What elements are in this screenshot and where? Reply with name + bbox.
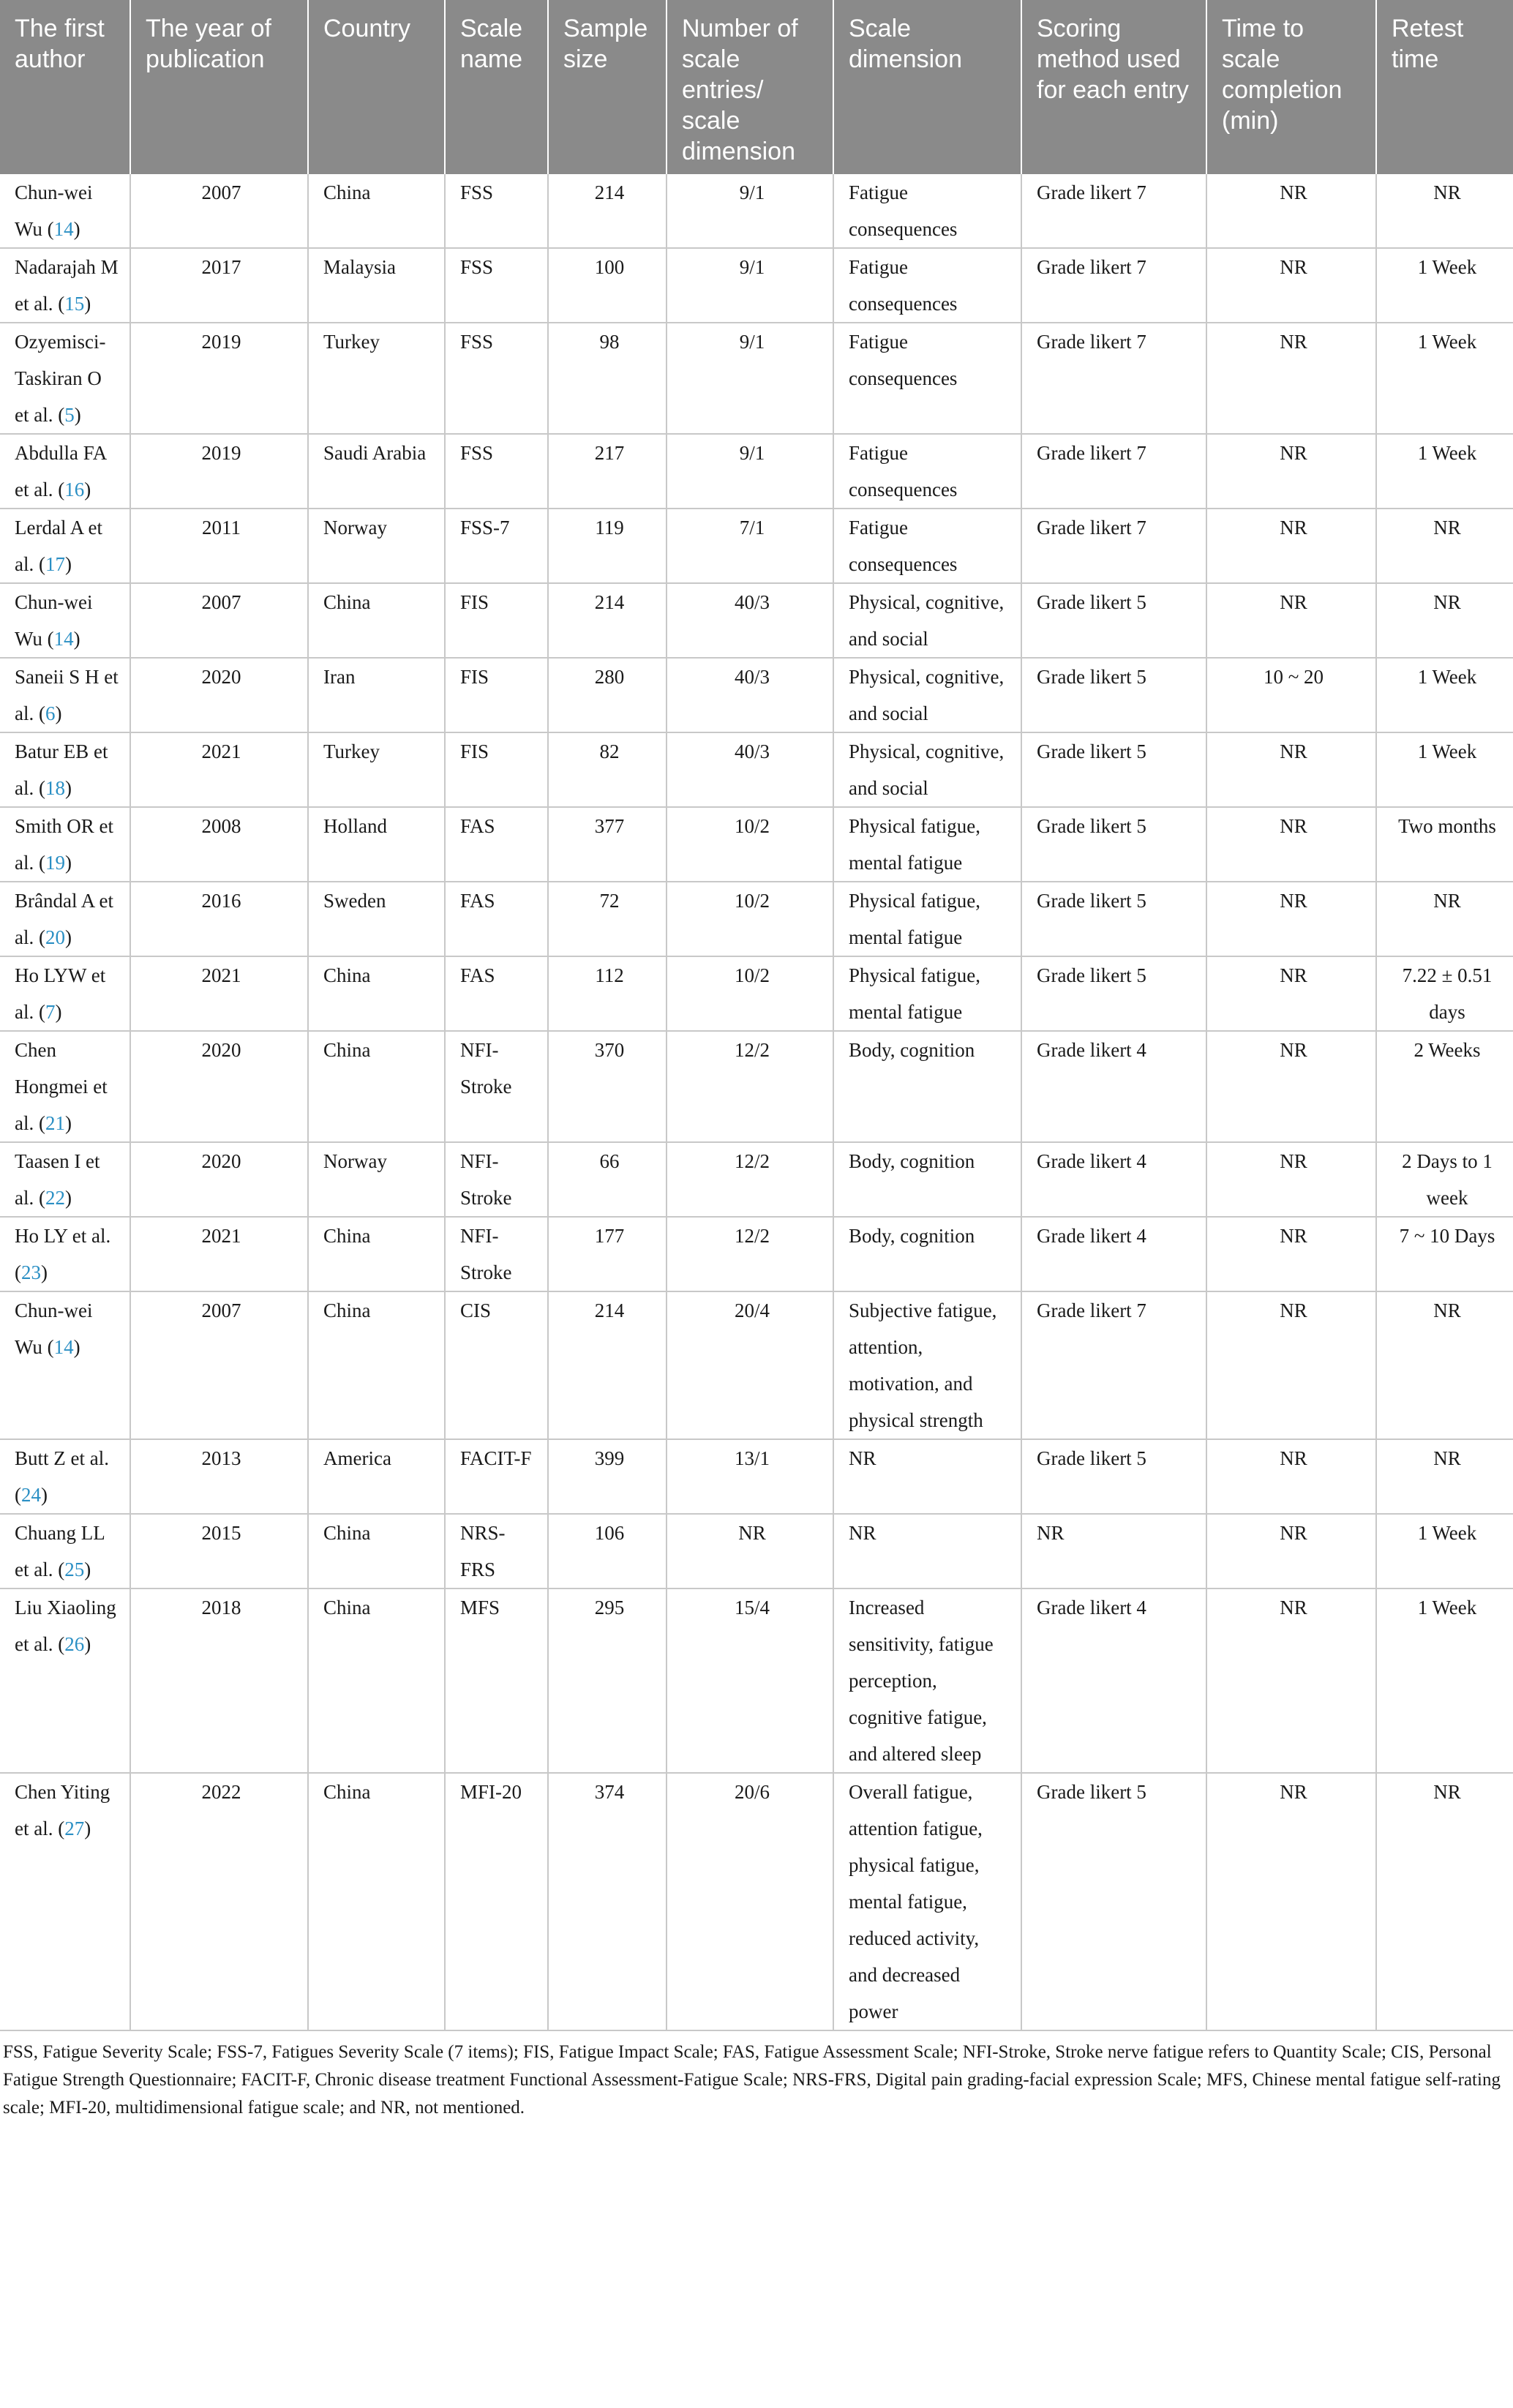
cell-retest-time: NR [1376, 174, 1513, 248]
cell-retest-time: NR [1376, 583, 1513, 658]
author-name: Ozyemisci-Taskiran O et al. ( [15, 331, 106, 426]
cell-retest-time: 2 Days to 1 week [1376, 1142, 1513, 1217]
cell-completion-time: NR [1206, 583, 1376, 658]
author-name: Chen Yiting et al. ( [15, 1781, 110, 1839]
reference-close-paren: ) [73, 218, 80, 240]
cell-country: Iran [308, 658, 445, 732]
cell-retest-time: 1 Week [1376, 732, 1513, 807]
reference-link[interactable]: 19 [45, 852, 65, 874]
cell-dimension: Physical, cognitive, and social [833, 583, 1021, 658]
table-row [0, 583, 1513, 658]
reference-close-paren: ) [64, 1187, 72, 1209]
cell-dimension: Fatigue consequences [833, 248, 1021, 323]
cell-retest-time: 1 Week [1376, 1514, 1513, 1589]
reference-close-paren: ) [73, 1336, 80, 1358]
cell-country: Holland [308, 807, 445, 882]
cell-sample-size: 112 [548, 956, 667, 1031]
column-header: Retest time [1376, 0, 1513, 174]
table-row [0, 1142, 1513, 1217]
cell-year: 2016 [130, 882, 308, 956]
column-header: Country [308, 0, 445, 174]
cell-sample-size: 377 [548, 807, 667, 882]
table-row [0, 956, 1513, 1031]
author-name: Batur EB et al. ( [15, 740, 108, 799]
cell-retest-time: 1 Week [1376, 1589, 1513, 1773]
cell-country: China [308, 583, 445, 658]
cell-scoring: Grade likert 4 [1021, 1217, 1206, 1291]
cell-author [0, 1142, 130, 1217]
reference-link[interactable]: 5 [64, 404, 75, 426]
cell-scale-name: NRS-FRS [445, 1514, 548, 1589]
table-footnote: FSS, Fatigue Severity Scale; FSS-7, Fatigues Severity Scale (7 items); FIS, Fatigue Impact Scale; FAS, Fatigue Assessment Scale; NFI-Stroke, Stroke nerve fatigue refers to Quantity Scale; CIS, Personal Fatigue Strength Questionnaire; FACIT-F, Chronic disease treatment Functional Assessment-Fatigue Scale; NRS-FRS, Digital pain grading-facial expression Scale; MFS, Chinese mental fatigue self-rating scale; MFI-20, multidimensional fatigue scale; and NR, not mentioned. [3, 2042, 1501, 2118]
cell-entries: 13/1 [667, 1439, 833, 1514]
cell-scoring: Grade likert 7 [1021, 1291, 1206, 1439]
reference-close-paren: ) [84, 1559, 91, 1580]
cell-scale-name: MFI-20 [445, 1773, 548, 2030]
reference-link[interactable]: 21 [45, 1112, 65, 1134]
cell-scoring: Grade likert 4 [1021, 1031, 1206, 1142]
reference-link[interactable]: 23 [21, 1261, 41, 1283]
author-name: Chen Hongmei et al. ( [15, 1039, 108, 1134]
column-header: Scale name [445, 0, 548, 174]
table-row [0, 434, 1513, 509]
cell-completion-time: NR [1206, 434, 1376, 509]
cell-completion-time: NR [1206, 323, 1376, 434]
cell-entries: 12/2 [667, 1031, 833, 1142]
reference-link[interactable]: 26 [64, 1633, 85, 1655]
cell-author [0, 248, 130, 323]
cell-retest-time: 2 Weeks [1376, 1031, 1513, 1142]
reference-close-paren: ) [55, 1001, 62, 1023]
reference-link[interactable]: 18 [45, 777, 65, 799]
cell-scale-name: NFI-Stroke [445, 1031, 548, 1142]
table-row [0, 882, 1513, 956]
table-row [0, 509, 1513, 583]
reference-link[interactable]: 6 [45, 702, 56, 724]
cell-retest-time: 1 Week [1376, 658, 1513, 732]
cell-entries: 9/1 [667, 323, 833, 434]
table-row [0, 174, 1513, 248]
cell-completion-time: NR [1206, 1142, 1376, 1217]
cell-scale-name: MFS [445, 1589, 548, 1773]
table-row [0, 1031, 1513, 1142]
reference-close-paren: ) [84, 479, 91, 500]
reference-link[interactable]: 14 [53, 1336, 74, 1358]
cell-sample-size: 217 [548, 434, 667, 509]
cell-completion-time: NR [1206, 807, 1376, 882]
cell-dimension: Physical fatigue, mental fatigue [833, 956, 1021, 1031]
reference-close-paren: ) [55, 702, 62, 724]
author-name: Saneii S H et al. ( [15, 666, 119, 724]
author-name: Smith OR et al. ( [15, 815, 114, 874]
cell-year: 2020 [130, 1031, 308, 1142]
cell-scale-name: FSS-7 [445, 509, 548, 583]
reference-close-paren: ) [64, 553, 72, 575]
cell-country: Turkey [308, 323, 445, 434]
cell-scoring: Grade likert 5 [1021, 658, 1206, 732]
column-header: Scale dimension [833, 0, 1021, 174]
cell-entries: NR [667, 1514, 833, 1589]
cell-author [0, 509, 130, 583]
cell-entries: 20/6 [667, 1773, 833, 2030]
cell-scale-name: FIS [445, 658, 548, 732]
cell-retest-time: 1 Week [1376, 434, 1513, 509]
cell-country: Saudi Arabia [308, 434, 445, 509]
cell-sample-size: 374 [548, 1773, 667, 2030]
reference-link[interactable]: 20 [45, 926, 65, 948]
cell-year: 2017 [130, 248, 308, 323]
cell-country: Norway [308, 1142, 445, 1217]
cell-author [0, 1291, 130, 1439]
cell-sample-size: 98 [548, 323, 667, 434]
table-body [0, 174, 1513, 2030]
cell-scoring: Grade likert 5 [1021, 1439, 1206, 1514]
table-row [0, 1291, 1513, 1439]
cell-year: 2021 [130, 956, 308, 1031]
reference-link[interactable]: 15 [64, 293, 85, 315]
cell-year: 2011 [130, 509, 308, 583]
table-row [0, 658, 1513, 732]
cell-dimension: Subjective fatigue, attention, motivation, and physical strength [833, 1291, 1021, 1439]
cell-year: 2008 [130, 807, 308, 882]
reference-close-paren: ) [41, 1484, 48, 1506]
cell-year: 2019 [130, 434, 308, 509]
cell-entries: 12/2 [667, 1142, 833, 1217]
cell-dimension: Fatigue consequences [833, 323, 1021, 434]
cell-scoring: Grade likert 7 [1021, 174, 1206, 248]
cell-author [0, 1773, 130, 2030]
author-name: Chun-wei Wu ( [15, 591, 93, 650]
cell-country: America [308, 1439, 445, 1514]
cell-completion-time: NR [1206, 1773, 1376, 2030]
cell-entries: 40/3 [667, 658, 833, 732]
cell-sample-size: 295 [548, 1589, 667, 1773]
cell-dimension: Physical, cognitive, and social [833, 658, 1021, 732]
reference-close-paren: ) [84, 1633, 91, 1655]
cell-retest-time: 7 ~ 10 Days [1376, 1217, 1513, 1291]
cell-entries: 10/2 [667, 956, 833, 1031]
cell-scoring: Grade likert 5 [1021, 956, 1206, 1031]
cell-country: China [308, 174, 445, 248]
cell-author [0, 323, 130, 434]
cell-dimension: Body, cognition [833, 1217, 1021, 1291]
cell-scoring: Grade likert 7 [1021, 323, 1206, 434]
cell-completion-time: NR [1206, 1589, 1376, 1773]
table-row [0, 248, 1513, 323]
cell-sample-size: 177 [548, 1217, 667, 1291]
cell-sample-size: 66 [548, 1142, 667, 1217]
cell-completion-time: NR [1206, 1031, 1376, 1142]
cell-completion-time: NR [1206, 1217, 1376, 1291]
cell-year: 2021 [130, 1217, 308, 1291]
table-row [0, 1514, 1513, 1589]
reference-close-paren: ) [84, 293, 91, 315]
cell-scale-name: FIS [445, 583, 548, 658]
cell-completion-time: NR [1206, 732, 1376, 807]
cell-author [0, 732, 130, 807]
cell-dimension: Physical fatigue, mental fatigue [833, 882, 1021, 956]
cell-scoring: Grade likert 7 [1021, 248, 1206, 323]
author-name: Brândal A et al. ( [15, 890, 113, 948]
reference-link[interactable]: 16 [64, 479, 85, 500]
cell-year: 2019 [130, 323, 308, 434]
author-name: Abdulla FA et al. ( [15, 442, 106, 500]
column-header: The year of publication [130, 0, 308, 174]
author-name: Butt Z et al. ( [15, 1447, 109, 1506]
cell-completion-time: NR [1206, 882, 1376, 956]
cell-sample-size: 119 [548, 509, 667, 583]
cell-dimension: NR [833, 1439, 1021, 1514]
cell-author [0, 1514, 130, 1589]
cell-entries: 9/1 [667, 434, 833, 509]
cell-scoring: Grade likert 5 [1021, 583, 1206, 658]
cell-scoring: Grade likert 5 [1021, 1773, 1206, 2030]
cell-dimension: Overall fatigue, attention fatigue, physical fatigue, mental fatigue, reduced activity, and decreased power [833, 1773, 1021, 2030]
cell-entries: 9/1 [667, 248, 833, 323]
cell-dimension: Physical fatigue, mental fatigue [833, 807, 1021, 882]
cell-retest-time: 7.22 ± 0.51 days [1376, 956, 1513, 1031]
reference-close-paren: ) [73, 628, 80, 650]
table-row [0, 732, 1513, 807]
table-header [0, 0, 1513, 174]
cell-author [0, 956, 130, 1031]
cell-dimension: NR [833, 1514, 1021, 1589]
reference-link[interactable]: 17 [45, 553, 65, 575]
cell-sample-size: 214 [548, 1291, 667, 1439]
cell-retest-time: NR [1376, 1439, 1513, 1514]
cell-completion-time: NR [1206, 1439, 1376, 1514]
cell-country: China [308, 1291, 445, 1439]
cell-scale-name: FAS [445, 956, 548, 1031]
cell-author [0, 434, 130, 509]
cell-year: 2022 [130, 1773, 308, 2030]
cell-year: 2013 [130, 1439, 308, 1514]
author-name: Lerdal A et al. ( [15, 517, 102, 575]
author-name: Liu Xiaoling et al. ( [15, 1597, 116, 1655]
cell-scale-name: CIS [445, 1291, 548, 1439]
cell-year: 2018 [130, 1589, 308, 1773]
cell-retest-time: Two months [1376, 807, 1513, 882]
cell-country: Malaysia [308, 248, 445, 323]
cell-year: 2020 [130, 658, 308, 732]
reference-close-paren: ) [64, 1112, 72, 1134]
author-name: Nadarajah M et al. ( [15, 256, 119, 315]
cell-sample-size: 399 [548, 1439, 667, 1514]
cell-author [0, 1031, 130, 1142]
cell-scoring: Grade likert 5 [1021, 732, 1206, 807]
table-row [0, 1217, 1513, 1291]
cell-scoring: Grade likert 4 [1021, 1142, 1206, 1217]
author-name: Taasen I et al. ( [15, 1150, 100, 1209]
cell-author [0, 1439, 130, 1514]
cell-country: China [308, 1514, 445, 1589]
cell-dimension: Increased sensitivity, fatigue perception, cognitive fatigue, and altered sleep [833, 1589, 1021, 1773]
cell-completion-time: NR [1206, 1514, 1376, 1589]
column-header: Time to scale completion (min) [1206, 0, 1376, 174]
reference-link[interactable]: 14 [53, 628, 74, 650]
cell-completion-time: NR [1206, 174, 1376, 248]
cell-scoring: Grade likert 4 [1021, 1589, 1206, 1773]
cell-country: China [308, 1217, 445, 1291]
reference-close-paren: ) [84, 1818, 91, 1839]
cell-scale-name: FAS [445, 882, 548, 956]
cell-sample-size: 82 [548, 732, 667, 807]
cell-dimension: Body, cognition [833, 1031, 1021, 1142]
cell-sample-size: 106 [548, 1514, 667, 1589]
column-header: Number of scale entries/ scale dimension [667, 0, 833, 174]
cell-author [0, 882, 130, 956]
cell-dimension: Fatigue consequences [833, 174, 1021, 248]
cell-retest-time: NR [1376, 1291, 1513, 1439]
cell-scale-name: FSS [445, 323, 548, 434]
cell-completion-time: NR [1206, 248, 1376, 323]
cell-sample-size: 280 [548, 658, 667, 732]
author-name: Chun-wei Wu ( [15, 181, 93, 240]
cell-country: Norway [308, 509, 445, 583]
cell-dimension: Physical, cognitive, and social [833, 732, 1021, 807]
reference-close-paren: ) [74, 404, 81, 426]
reference-close-paren: ) [64, 852, 72, 874]
cell-scoring: Grade likert 7 [1021, 434, 1206, 509]
cell-scale-name: FSS [445, 174, 548, 248]
cell-completion-time: NR [1206, 956, 1376, 1031]
table-row [0, 1439, 1513, 1514]
cell-year: 2015 [130, 1514, 308, 1589]
cell-year: 2007 [130, 583, 308, 658]
cell-sample-size: 100 [548, 248, 667, 323]
cell-scale-name: FSS [445, 248, 548, 323]
cell-sample-size: 214 [548, 174, 667, 248]
cell-author [0, 658, 130, 732]
reference-link[interactable]: 22 [45, 1187, 65, 1209]
cell-retest-time: NR [1376, 882, 1513, 956]
cell-scoring: NR [1021, 1514, 1206, 1589]
cell-dimension: Fatigue consequences [833, 434, 1021, 509]
reference-link[interactable]: 24 [21, 1484, 41, 1506]
table-row [0, 1773, 1513, 2030]
cell-sample-size: 72 [548, 882, 667, 956]
cell-entries: 10/2 [667, 882, 833, 956]
cell-country: China [308, 1589, 445, 1773]
author-name: Chuang LL et al. ( [15, 1522, 105, 1580]
cell-author [0, 174, 130, 248]
cell-year: 2007 [130, 1291, 308, 1439]
cell-country: China [308, 1773, 445, 2030]
cell-scoring: Grade likert 5 [1021, 807, 1206, 882]
author-name: Chun-wei Wu ( [15, 1299, 93, 1358]
cell-entries: 15/4 [667, 1589, 833, 1773]
cell-completion-time: NR [1206, 1291, 1376, 1439]
cell-year: 2021 [130, 732, 308, 807]
header-row [0, 0, 1513, 174]
cell-year: 2020 [130, 1142, 308, 1217]
cell-retest-time: 1 Week [1376, 248, 1513, 323]
cell-entries: 20/4 [667, 1291, 833, 1439]
table-row [0, 323, 1513, 434]
cell-author [0, 1217, 130, 1291]
cell-author [0, 583, 130, 658]
table-row [0, 807, 1513, 882]
cell-scoring: Grade likert 5 [1021, 882, 1206, 956]
reference-link[interactable]: 25 [64, 1559, 85, 1580]
cell-scale-name: FIS [445, 732, 548, 807]
cell-scale-name: NFI-Stroke [445, 1217, 548, 1291]
cell-scale-name: FACIT-F [445, 1439, 548, 1514]
cell-country: Turkey [308, 732, 445, 807]
cell-entries: 7/1 [667, 509, 833, 583]
cell-scoring: Grade likert 7 [1021, 509, 1206, 583]
reference-link[interactable]: 7 [45, 1001, 56, 1023]
cell-scale-name: NFI-Stroke [445, 1142, 548, 1217]
cell-year: 2007 [130, 174, 308, 248]
cell-entries: 40/3 [667, 583, 833, 658]
column-header: The first author [0, 0, 130, 174]
cell-dimension: Fatigue consequences [833, 509, 1021, 583]
cell-completion-time: 10 ~ 20 [1206, 658, 1376, 732]
cell-country: China [308, 1031, 445, 1142]
cell-scale-name: FSS [445, 434, 548, 509]
cell-scale-name: FAS [445, 807, 548, 882]
cell-entries: 9/1 [667, 174, 833, 248]
cell-author [0, 807, 130, 882]
author-name: Ho LYW et al. ( [15, 964, 106, 1023]
reference-link[interactable]: 27 [64, 1818, 85, 1839]
author-name: Ho LY et al. ( [15, 1225, 111, 1283]
cell-sample-size: 370 [548, 1031, 667, 1142]
table-row [0, 1589, 1513, 1773]
reference-close-paren: ) [64, 926, 72, 948]
cell-country: China [308, 956, 445, 1031]
cell-entries: 10/2 [667, 807, 833, 882]
cell-retest-time: 1 Week [1376, 323, 1513, 434]
cell-retest-time: NR [1376, 509, 1513, 583]
column-header: Sample size [548, 0, 667, 174]
reference-close-paren: ) [64, 777, 72, 799]
cell-sample-size: 214 [548, 583, 667, 658]
column-header: Scoring method used for each entry [1021, 0, 1206, 174]
cell-country: Sweden [308, 882, 445, 956]
cell-completion-time: NR [1206, 509, 1376, 583]
cell-author [0, 1589, 130, 1773]
cell-entries: 40/3 [667, 732, 833, 807]
cell-dimension: Body, cognition [833, 1142, 1021, 1217]
cell-retest-time: NR [1376, 1773, 1513, 2030]
reference-link[interactable]: 14 [53, 218, 74, 240]
reference-close-paren: ) [41, 1261, 48, 1283]
cell-entries: 12/2 [667, 1217, 833, 1291]
